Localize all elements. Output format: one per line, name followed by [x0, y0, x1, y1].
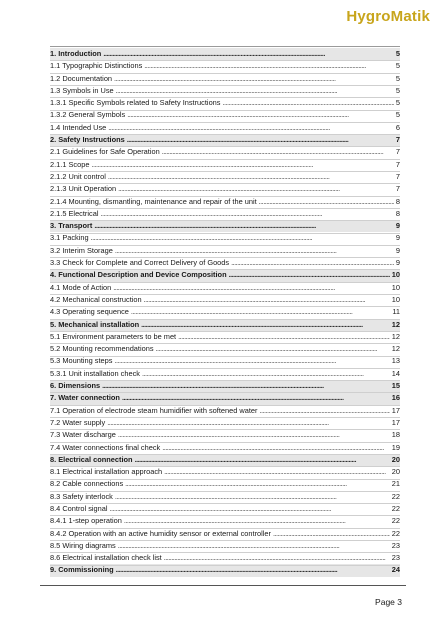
toc-leader-dots: [110, 503, 390, 515]
toc-section-entry[interactable]: [50, 343, 400, 355]
toc-leader-dots: [124, 515, 390, 527]
toc-row-separator: [50, 528, 400, 529]
toc-entry-page: 7: [395, 171, 400, 181]
toc-entry-page: 16: [391, 393, 400, 403]
toc-entry-page: 10: [391, 294, 400, 304]
toc-entry-title: 2.1.5 Electrical: [50, 208, 99, 218]
toc-section-entry[interactable]: [50, 515, 400, 527]
toc-entry-page: 14: [391, 368, 400, 378]
toc-leader-dots: [114, 73, 394, 85]
toc-section-entry[interactable]: [50, 405, 400, 417]
toc-entry-page: 20: [391, 454, 400, 464]
toc-section-entry[interactable]: [50, 196, 400, 208]
toc-entry-page: 7: [395, 184, 400, 194]
toc-section-entry[interactable]: [50, 368, 400, 380]
toc-section-entry[interactable]: [50, 245, 400, 257]
toc-entry-page: 9: [395, 221, 400, 231]
toc-entry-title: 3.2 Interim Storage: [50, 245, 113, 255]
toc-section-entry[interactable]: [50, 97, 400, 109]
toc-leader-dots: [229, 269, 390, 281]
toc-entry-title: 3.1 Packing: [50, 233, 89, 243]
toc-entry-page: 22: [391, 528, 400, 538]
toc-row-separator: [50, 479, 400, 480]
toc-entry-title: 8.5 Wiring diagrams: [50, 540, 116, 550]
toc-entry-page: 5: [395, 73, 400, 83]
toc-leader-dots: [113, 282, 390, 294]
toc-entry-page: 15: [391, 381, 400, 391]
toc-row-separator: [50, 368, 400, 369]
toc-leader-dots: [178, 331, 390, 343]
toc-entry-title: 2.1.2 Unit control: [50, 171, 106, 181]
toc-section-entry[interactable]: [50, 478, 400, 490]
toc-section-entry[interactable]: [50, 294, 400, 306]
toc-entry-page: 21: [391, 479, 400, 489]
toc-row-separator: [50, 196, 400, 197]
toc-section-entry[interactable]: [50, 146, 400, 158]
toc-entry-title: 5.2 Mounting recommendations: [50, 344, 154, 354]
toc-entry-title: 2.1.3 Unit Operation: [50, 184, 117, 194]
toc-top-rule: [50, 46, 400, 47]
toc-row-separator: [50, 417, 400, 418]
toc-row-separator: [50, 97, 400, 98]
toc-leader-dots: [114, 355, 389, 367]
toc-entry-title: 5.1 Environment parameters to be met: [50, 331, 177, 341]
toc-entry-page: 10: [391, 282, 400, 292]
toc-entry-page: 22: [391, 491, 400, 501]
toc-row-separator: [50, 171, 400, 172]
toc-chapter-entry[interactable]: [50, 564, 400, 576]
toc-leader-dots: [91, 159, 393, 171]
toc-entry-page: 24: [391, 565, 400, 575]
toc-section-entry[interactable]: [50, 183, 400, 195]
toc-section-entry[interactable]: [50, 466, 400, 478]
toc-leader-dots: [118, 429, 390, 441]
toc-section-entry[interactable]: [50, 171, 400, 183]
toc-leader-dots: [103, 48, 394, 60]
toc-chapter-entry[interactable]: [50, 454, 400, 466]
toc-entry-page: 12: [391, 344, 400, 354]
toc-entry-title: 3.3 Check for Complete and Correct Delivery of Goods: [50, 258, 230, 268]
toc-leader-dots: [108, 171, 394, 183]
toc-entry-title: 7. Water connection: [50, 393, 120, 403]
toc-entry-title: 6. Dimensions: [50, 381, 101, 391]
toc-entry-title: 4.2 Mechanical construction: [50, 294, 142, 304]
toc-entry-title: 8.4.1 1-step operation: [50, 516, 122, 526]
toc-row-separator: [50, 491, 400, 492]
toc-section-entry[interactable]: [50, 159, 400, 171]
toc-entry-page: 5: [395, 98, 400, 108]
toc-leader-dots: [116, 85, 394, 97]
toc-section-entry[interactable]: [50, 85, 400, 97]
toc-leader-dots: [144, 60, 394, 72]
toc-entry-page: 10: [391, 270, 400, 280]
toc-leader-dots: [142, 368, 390, 380]
toc-row-separator: [50, 183, 400, 184]
toc-row-separator: [50, 552, 400, 553]
toc-leader-dots: [164, 466, 390, 478]
toc-row-separator: [50, 466, 400, 467]
toc-leader-dots: [231, 257, 394, 269]
toc-entry-page: 20: [391, 467, 400, 477]
toc-chapter-entry[interactable]: [50, 380, 400, 392]
toc-section-entry[interactable]: [50, 306, 400, 318]
toc-entry-title: 1. Introduction: [50, 49, 102, 58]
logo-part-1: Hygro: [346, 8, 391, 25]
toc-entry-page: 9: [395, 245, 400, 255]
toc-row-separator: [50, 294, 400, 295]
toc-row-separator: [50, 146, 400, 147]
toc-section-entry[interactable]: [50, 355, 400, 367]
toc-leader-dots: [127, 109, 394, 121]
toc-entry-title: 7.4 Water connections final check: [50, 442, 161, 452]
toc-section-entry[interactable]: [50, 60, 400, 72]
toc-entry-title: 4.1 Mode of Action: [50, 282, 112, 292]
toc-entry-title: 3. Transport: [50, 221, 93, 231]
toc-row-separator: [50, 343, 400, 344]
toc-leader-dots: [115, 245, 394, 257]
toc-row-separator: [50, 331, 400, 332]
toc-row-separator: [50, 159, 400, 160]
toc-entry-title: 1.2 Documentation: [50, 73, 113, 83]
toc-leader-dots: [164, 552, 390, 564]
toc-leader-dots: [222, 97, 393, 109]
toc-row-separator: [50, 282, 400, 283]
toc-leader-dots: [162, 146, 394, 158]
toc-row-separator: [50, 442, 400, 443]
toc-entry-page: 7: [395, 135, 400, 145]
toc-entry-page: 22: [391, 516, 400, 526]
toc-section-entry[interactable]: [50, 540, 400, 552]
toc-entry-page: 18: [391, 430, 400, 440]
toc-section-entry[interactable]: [50, 208, 400, 220]
toc-entry-title: 9. Commissioning: [50, 565, 114, 575]
toc-leader-dots: [162, 442, 390, 454]
toc-row-separator: [50, 503, 400, 504]
toc-section-entry[interactable]: [50, 429, 400, 441]
toc-chapter-entry[interactable]: [50, 48, 400, 60]
toc-row-separator: [50, 392, 400, 393]
toc-entry-page: 7: [395, 159, 400, 169]
toc-entry-title: 1.3.2 General Symbols: [50, 110, 126, 120]
toc-section-entry[interactable]: [50, 122, 400, 134]
toc-row-separator: [50, 429, 400, 430]
toc-section-entry[interactable]: [50, 109, 400, 121]
toc-entry-page: 23: [391, 553, 400, 563]
toc-section-entry[interactable]: [50, 73, 400, 85]
toc-row-separator: [50, 220, 400, 221]
toc-leader-dots: [144, 294, 390, 306]
toc-entry-page: 13: [391, 356, 400, 366]
toc-leader-dots: [131, 306, 390, 318]
toc-row-separator: [50, 85, 400, 86]
toc-section-entry[interactable]: [50, 282, 400, 294]
toc-row-separator: [50, 454, 400, 455]
toc-leader-dots: [125, 478, 390, 490]
toc-entry-title: 2.1.1 Scope: [50, 159, 90, 169]
toc-leader-dots: [127, 134, 394, 146]
toc-entry-title: 8. Electrical connection: [50, 454, 133, 464]
toc-entry-title: 8.4 Control signal: [50, 503, 108, 513]
toc-entry-title: 5.3 Mounting steps: [50, 356, 113, 366]
toc-row-separator: [50, 73, 400, 74]
toc-entry-title: 2.1 Guidelines for Safe Operation: [50, 147, 160, 157]
toc-entry-page: 22: [391, 503, 400, 513]
toc-entry-page: 9: [395, 233, 400, 243]
toc-entry-title: 2.1.4 Mounting, dismantling, maintenance and repair of the unit: [50, 196, 257, 206]
toc-row-separator: [50, 269, 400, 270]
toc-entry-title: 2. Safety Instructions: [50, 135, 125, 145]
toc-row-separator: [50, 306, 400, 307]
toc-entry-title: 8.2 Cable connections: [50, 479, 124, 489]
toc-section-entry[interactable]: [50, 417, 400, 429]
toc-entry-title: 1.3 Symbols in Use: [50, 85, 114, 95]
toc-entry-page: 9: [395, 258, 400, 268]
toc-entry-page: 5: [395, 49, 400, 58]
toc-entry-title: 5.3.1 Unit installation check: [50, 368, 140, 378]
toc-entry-page: 11: [392, 307, 400, 317]
toc-entry-page: 12: [391, 319, 400, 329]
toc-entry-title: 1.4 Intended Use: [50, 122, 107, 132]
toc-entry-title: 8.1 Electrical installation approach: [50, 467, 163, 477]
toc-row-separator: [50, 134, 400, 135]
toc-section-entry[interactable]: [50, 442, 400, 454]
toc-entry-title: 5. Mechanical installation: [50, 319, 140, 329]
toc-entry-page: 6: [395, 122, 400, 132]
toc-entry-page: 5: [395, 61, 400, 71]
toc-section-entry[interactable]: [50, 491, 400, 503]
toc-entry-page: 8: [395, 208, 400, 218]
toc-leader-dots: [100, 208, 393, 220]
toc-row-separator: [50, 540, 400, 541]
toc-leader-dots: [273, 528, 390, 540]
toc-entry-page: 19: [391, 442, 400, 452]
toc-row-separator: [50, 245, 400, 246]
toc-entry-title: 1.3.1 Specific Symbols related to Safety Instructions: [50, 98, 221, 108]
toc-leader-dots: [156, 343, 390, 355]
toc-row-separator: [50, 515, 400, 516]
toc-row-separator: [50, 380, 400, 381]
toc-leader-dots: [102, 380, 390, 392]
toc-leader-dots: [135, 454, 390, 466]
toc-row-separator: [50, 110, 400, 111]
toc-section-entry[interactable]: [50, 503, 400, 515]
toc-chapter-entry[interactable]: [50, 134, 400, 146]
toc-entry-title: 7.3 Water discharge: [50, 430, 116, 440]
toc-leader-dots: [141, 319, 390, 331]
toc-entry-title: 4. Functional Description and Device Composition: [50, 270, 227, 280]
toc-chapter-entry[interactable]: [50, 220, 400, 232]
toc-leader-dots: [94, 220, 394, 232]
toc-row-separator: [50, 565, 400, 566]
toc-row-separator: [50, 60, 400, 61]
toc-section-entry[interactable]: [50, 331, 400, 343]
page-number: Page 3: [375, 597, 402, 607]
toc-row-separator: [50, 208, 400, 209]
toc-leader-dots: [115, 491, 390, 503]
toc-row-separator: [50, 319, 400, 320]
toc-leader-dots: [259, 405, 389, 417]
toc-section-entry[interactable]: [50, 232, 400, 244]
toc-row-separator: [50, 405, 400, 406]
toc-leader-dots: [108, 122, 394, 134]
logo-part-2: Matik: [390, 8, 430, 25]
toc-entry-title: 8.4.2 Operation with an active humidity sensor or external controller: [50, 528, 272, 538]
toc-section-entry[interactable]: [50, 552, 400, 564]
toc-chapter-entry[interactable]: [50, 392, 400, 404]
toc-entry-page: 17: [391, 417, 400, 427]
toc-entry-page: 5: [395, 110, 400, 120]
toc-row-separator: [50, 122, 400, 123]
toc-entry-title: 8.6 Electrical installation check list: [50, 553, 162, 563]
toc-entry-page: 8: [395, 196, 400, 206]
toc-row-separator: [50, 257, 400, 258]
toc-row-separator: [50, 356, 400, 357]
toc-leader-dots: [122, 392, 390, 404]
toc-entry-page: 5: [395, 85, 400, 95]
toc-entry-title: 8.3 Safety interlock: [50, 491, 113, 501]
toc-leader-dots: [118, 540, 390, 552]
toc-row-separator: [50, 233, 400, 234]
toc-leader-dots: [107, 417, 390, 429]
toc-section-entry[interactable]: [50, 257, 400, 269]
toc-leader-dots: [116, 564, 390, 576]
toc-entry-page: 7: [395, 147, 400, 157]
toc-leader-dots: [259, 196, 394, 208]
toc-entry-page: 12: [391, 331, 400, 341]
toc-leader-dots: [91, 232, 394, 244]
toc-chapter-entry[interactable]: [50, 269, 400, 281]
toc-entry-title: 1.1 Typographic Distinctions: [50, 61, 143, 71]
toc-entry-title: 7.1 Operation of electrode steam humidifier with softened water: [50, 405, 258, 415]
toc-entry-title: 7.2 Water supply: [50, 417, 106, 427]
toc-entry-page: 17: [391, 405, 400, 415]
footer-rule: [40, 585, 406, 586]
toc-entry-title: 4.3 Operating sequence: [50, 307, 129, 317]
toc-section-entry[interactable]: [50, 528, 400, 540]
toc-leader-dots: [118, 183, 394, 195]
hygromatik-logo: [346, 8, 430, 25]
toc-entry-page: 23: [391, 540, 400, 550]
table-of-contents: [50, 48, 400, 577]
toc-chapter-entry[interactable]: [50, 319, 400, 331]
